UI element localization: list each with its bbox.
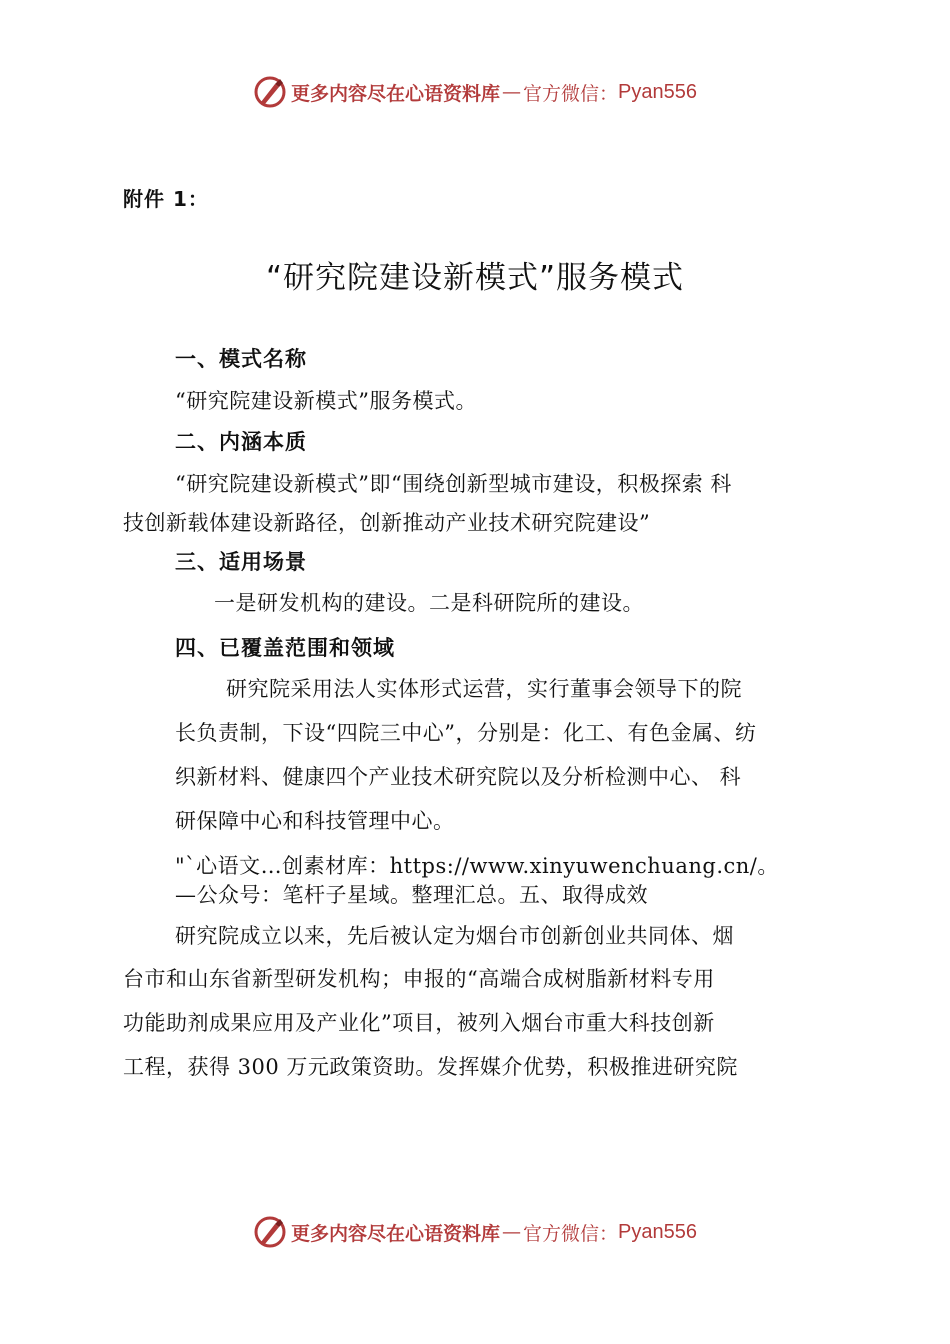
header-banner-dash: —: [502, 81, 522, 103]
document-title: “研究院建设新模式”服务模式: [265, 260, 685, 296]
results-line-1: 研究院成立以来，先后被认定为烟台市创新创业共同体、烟: [175, 924, 734, 948]
section-1-line-1: “研究院建设新模式”服务模式。: [175, 389, 477, 413]
section-heading-3: 三、适用场景: [175, 550, 307, 574]
header-banner: [0, 72, 950, 112]
section-3-line-1: 一是研发机构的建设。二是科研院所的建设。: [214, 591, 644, 615]
footer-wechat-id: Pyan556: [618, 1220, 697, 1243]
footer-banner-text: 更多内容尽在心语资料库: [291, 1222, 501, 1245]
header-banner-text: 更多内容尽在心语资料库: [291, 82, 501, 105]
pen-quill-logo-icon: [253, 75, 287, 109]
header-wechat-id: Pyan556: [618, 80, 697, 103]
section-4-line-2: 长负责制，下设“四院三中心”，分别是：化工、有色金属、纺: [175, 721, 757, 745]
results-line-2: 台市和山东省新型研发机构；申报的“高端合成树脂新材料专用: [123, 967, 715, 991]
results-line-3: 功能助剂成果应用及产业化”项目，被列入烟台市重大科技创新: [123, 1011, 715, 1035]
footer-banner: [0, 1212, 950, 1252]
watermark-line-2: —公众号：笔杆子星域。整理汇总。五、取得成效: [175, 883, 648, 907]
section-4-line-1: 研究院采用法人实体形式运营，实行董事会领导下的院: [226, 677, 742, 701]
section-2-line-2: 技创新载体建设新路径，创新推动产业技术研究院建设”: [123, 511, 651, 535]
footer-wechat-label: 官方微信：: [523, 1222, 619, 1245]
section-heading-1: 一、模式名称: [175, 347, 307, 371]
attachment-label: 附件 1：: [123, 187, 209, 211]
watermark-line-1: "`心语文…创素材库：https://www.xinyuwenchuang.cn/。: [175, 854, 779, 878]
header-wechat-label: 官方微信：: [523, 82, 619, 105]
results-line-4: 工程，获得 300 万元政策资助。发挥媒介优势，积极推进研究院: [123, 1055, 738, 1079]
section-4-line-4: 研保障中心和科技管理中心。: [175, 809, 455, 833]
section-heading-2: 二、内涵本质: [175, 430, 307, 454]
pen-quill-logo-icon: [253, 1215, 287, 1249]
section-heading-4: 四、已覆盖范围和领域: [175, 636, 395, 660]
section-4-line-3: 织新材料、健康四个产业技术研究院以及分析检测中心、 科: [175, 765, 742, 789]
footer-banner-dash: —: [502, 1221, 522, 1243]
section-2-line-1: “研究院建设新模式”即“围绕创新型城市建设，积极探索 科: [175, 472, 732, 496]
